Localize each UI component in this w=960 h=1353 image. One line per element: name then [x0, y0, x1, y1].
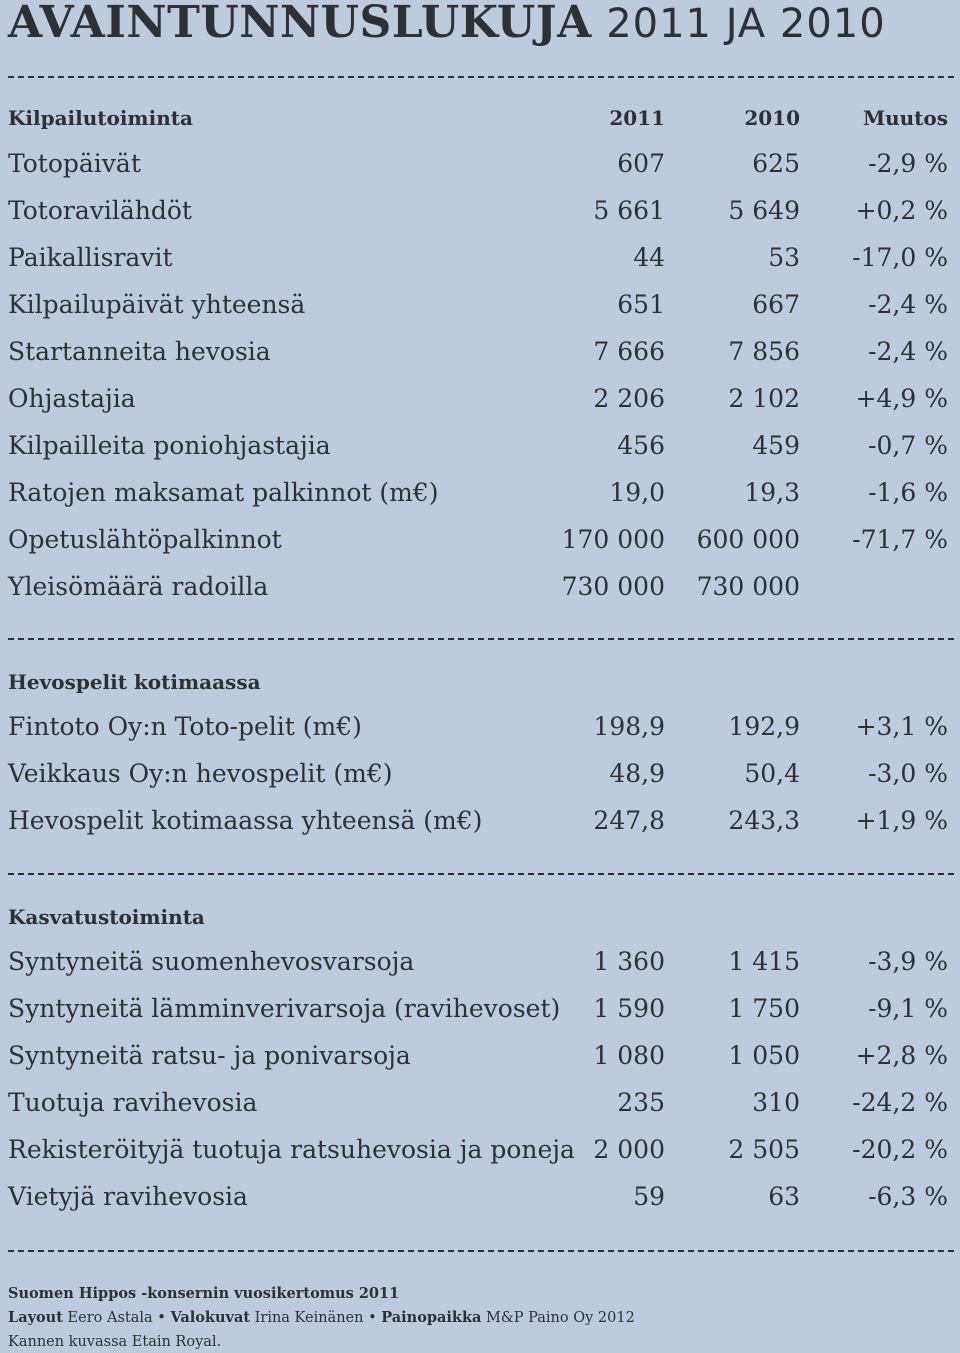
value-2011: 170 000: [561, 525, 665, 554]
table-row: [8, 801, 948, 841]
row-label: Veikkaus Oy:n hevospelit (m€): [8, 759, 393, 788]
separator-bullet: •: [157, 1310, 166, 1326]
table-row: [8, 707, 948, 747]
value-2011: 1 360: [593, 947, 665, 976]
page-title: [8, 0, 886, 49]
layout-name: Eero Astala: [67, 1310, 153, 1326]
row-label: Rekisteröityjä tuotuja ratsuhevosia ja poneja: [8, 1135, 575, 1164]
print-name: M&P Paino Oy 2012: [486, 1310, 635, 1326]
value-2011: 456: [617, 431, 665, 460]
row-label: Totopäivät: [8, 149, 141, 178]
value-change: -71,7 %: [852, 525, 948, 554]
section-heading: Hevospelit kotimaassa: [8, 670, 261, 694]
row-label: Ratojen maksamat palkinnot (m€): [8, 478, 439, 507]
value-change: -0,7 %: [868, 431, 948, 460]
row-label: Kilpailupäivät yhteensä: [8, 290, 306, 319]
value-2010: 1 415: [728, 947, 800, 976]
row-label: Syntyneitä ratsu- ja ponivarsoja: [8, 1041, 411, 1070]
value-2011: 607: [617, 149, 665, 178]
row-label: Startanneita hevosia: [8, 337, 271, 366]
footer-cover: [8, 1331, 948, 1353]
value-2011: 1 590: [593, 994, 665, 1023]
value-change: +2,8 %: [855, 1041, 948, 1070]
value-2011: 48,9: [609, 759, 665, 788]
value-2011: 7 666: [593, 337, 665, 366]
value-2010: 5 649: [728, 196, 800, 225]
value-2011: 730 000: [561, 572, 665, 601]
table-row: [8, 285, 948, 325]
table-row: [8, 1130, 948, 1170]
table-row: [8, 426, 948, 466]
value-change: +3,1 %: [855, 712, 948, 741]
footer-credits: [8, 1307, 948, 1329]
table-row: [8, 144, 948, 184]
value-2011: 651: [617, 290, 665, 319]
row-label: Hevospelit kotimaassa yhteensä (m€): [8, 806, 483, 835]
layout-label: Layout: [8, 1309, 63, 1326]
cover-caption: Kannen kuvassa Etain Royal.: [8, 1334, 222, 1350]
table-row: [8, 942, 948, 982]
row-label: Tuotuja ravihevosia: [8, 1088, 258, 1117]
value-change: -1,6 %: [868, 478, 948, 507]
table-row: [8, 332, 948, 372]
value-2010: 730 000: [696, 572, 800, 601]
value-change: -2,4 %: [868, 337, 948, 366]
value-2010: 667: [752, 290, 800, 319]
value-2011: 235: [617, 1088, 665, 1117]
value-2010: 2 505: [728, 1135, 800, 1164]
table-row: [8, 754, 948, 794]
divider: [8, 873, 954, 875]
value-2010: 459: [752, 431, 800, 460]
value-2011: 247,8: [593, 806, 665, 835]
value-change: +1,9 %: [855, 806, 948, 835]
row-label: Syntyneitä suomenhevosvarsoja: [8, 947, 415, 976]
value-2010: 63: [768, 1182, 800, 1211]
table-row: [8, 1083, 948, 1123]
value-2010: 19,3: [744, 478, 800, 507]
value-2010: 1 050: [728, 1041, 800, 1070]
value-2011: 19,0: [609, 478, 665, 507]
value-2010: 600 000: [696, 525, 800, 554]
section-header-hevospelit: [8, 667, 948, 697]
value-change: +0,2 %: [855, 196, 948, 225]
value-2010: 50,4: [744, 759, 800, 788]
value-2010: 625: [752, 149, 800, 178]
section-header-kilpailu: [8, 103, 948, 133]
value-2010: 192,9: [728, 712, 800, 741]
value-change: -3,9 %: [868, 947, 948, 976]
divider: [8, 638, 954, 640]
value-2011: 59: [633, 1182, 665, 1211]
value-change: -3,0 %: [868, 759, 948, 788]
value-change: +4,9 %: [855, 384, 948, 413]
value-2010: 1 750: [728, 994, 800, 1023]
section-heading: Kilpailutoiminta: [8, 106, 193, 130]
value-change: -20,2 %: [852, 1135, 948, 1164]
value-2011: 198,9: [593, 712, 665, 741]
table-row: [8, 567, 948, 607]
table-row: [8, 473, 948, 513]
table-row: [8, 1036, 948, 1076]
divider: [8, 1250, 954, 1252]
value-2011: 1 080: [593, 1041, 665, 1070]
table-row: [8, 379, 948, 419]
row-label: Vietyjä ravihevosia: [8, 1182, 248, 1211]
value-2010: 310: [752, 1088, 800, 1117]
photos-name: Irina Keinänen: [254, 1310, 364, 1326]
row-label: Fintoto Oy:n Toto-pelit (m€): [8, 712, 362, 741]
section-heading: Kasvatustoiminta: [8, 905, 205, 929]
page-title-bold: AVAINTUNNUSLUKUJA: [8, 0, 592, 48]
row-label: Yleisömäärä radoilla: [8, 572, 269, 601]
value-2011: 5 661: [593, 196, 665, 225]
table-row: [8, 191, 948, 231]
value-2011: 2 206: [593, 384, 665, 413]
row-label: Syntyneitä lämminverivarsoja (ravihevoset): [8, 994, 561, 1023]
print-label: Painopaikka: [381, 1309, 482, 1326]
value-change: -2,4 %: [868, 290, 948, 319]
value-2010: 243,3: [728, 806, 800, 835]
value-change: -6,3 %: [868, 1182, 948, 1211]
value-change: -9,1 %: [868, 994, 948, 1023]
row-label: Ohjastajia: [8, 384, 136, 413]
column-header-change: Muutos: [862, 106, 948, 130]
value-2010: 2 102: [728, 384, 800, 413]
row-label: Paikallisravit: [8, 243, 173, 272]
value-change: -17,0 %: [852, 243, 948, 272]
table-row: [8, 238, 948, 278]
row-label: Opetuslähtöpalkinnot: [8, 525, 282, 554]
row-label: Kilpailleita poniohjastajia: [8, 431, 331, 460]
divider: [8, 76, 954, 78]
separator-bullet: •: [368, 1310, 377, 1326]
value-2011: 44: [633, 243, 665, 272]
footer-report: [8, 1283, 948, 1305]
photos-label: Valokuvat: [170, 1309, 251, 1326]
table-row: [8, 520, 948, 560]
value-2011: 2 000: [593, 1135, 665, 1164]
value-2010: 7 856: [728, 337, 800, 366]
table-row: [8, 1177, 948, 1217]
value-change: -2,9 %: [868, 149, 948, 178]
value-change: -24,2 %: [852, 1088, 948, 1117]
table-row: [8, 989, 948, 1029]
value-2010: 53: [768, 243, 800, 272]
column-header-2011: 2011: [609, 106, 665, 130]
report-title: Suomen Hippos -konsernin vuosikertomus 2011: [8, 1285, 400, 1302]
section-header-kasvatus: [8, 902, 948, 932]
page-title-years: 2011 JA 2010: [606, 1, 886, 47]
row-label: Totoravilähdöt: [8, 196, 192, 225]
column-header-2010: 2010: [744, 106, 800, 130]
